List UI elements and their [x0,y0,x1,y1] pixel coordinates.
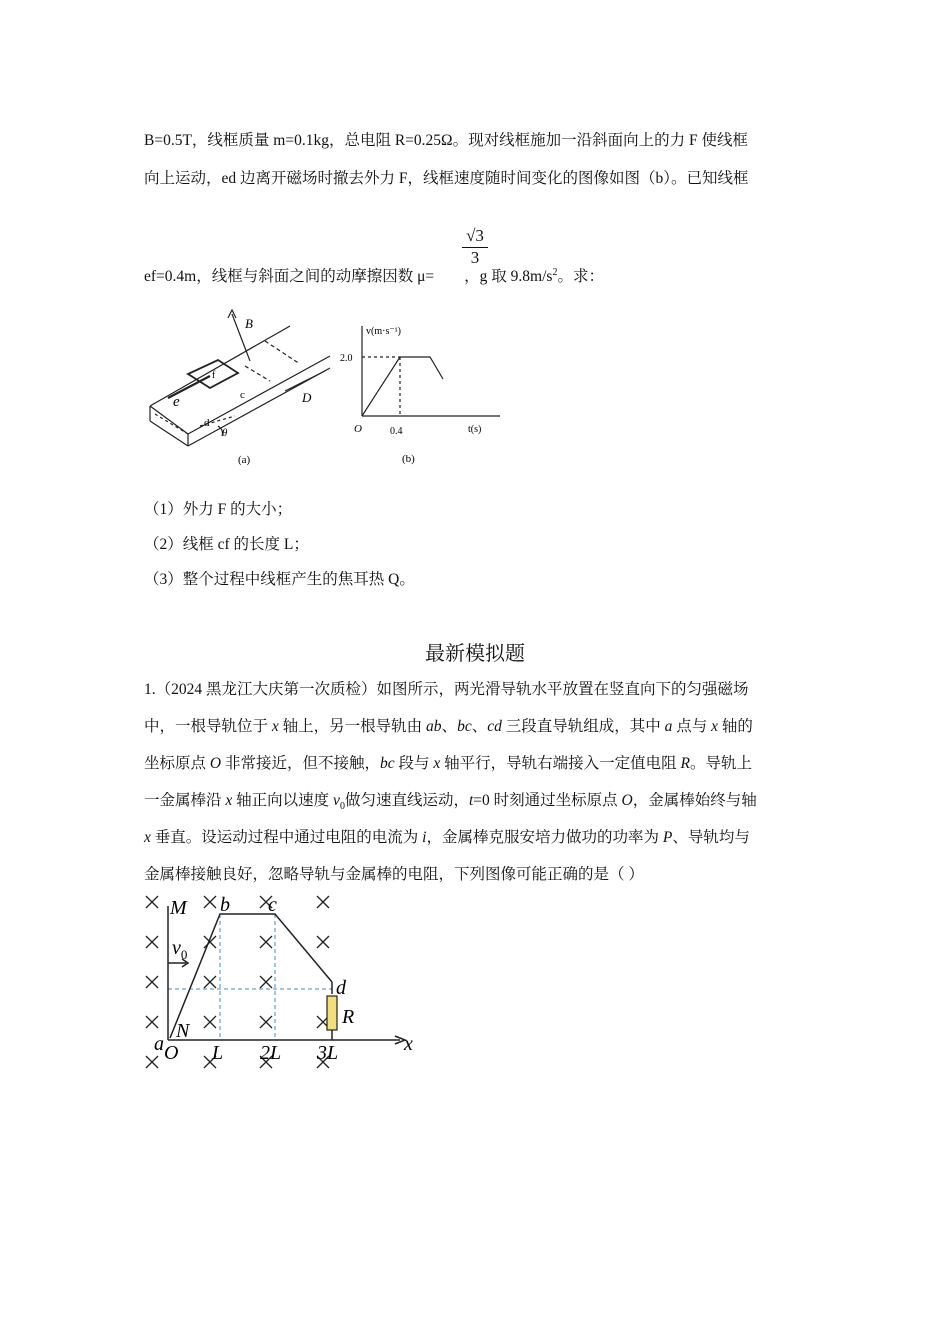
para-line-3-sup: 2 [552,266,558,278]
caption-b: (b) [402,453,415,465]
problem-line-2: 中，一根导轨位于 x 轴上，另一根导轨由 ab、bc、cd 三段直导轨组成，其中 a 点与 x 轴的 [144,718,753,735]
section-title: 最新模拟题 [425,643,525,665]
question-1: （1）外力 F 的大小； [144,501,293,518]
y-axis-label: v(m·s⁻¹) [366,326,401,337]
problem-line-4: 一金属棒沿 x 轴正向以速度 $v_0$做匀速直线运动，t=0 时刻通过坐标原点 O，金属棒始终与轴 [144,792,757,813]
velocity-curve [362,357,443,416]
problem-line-6: 金属棒接触良好，忽略导轨与金属棒的电阻，下列图像可能正确的是（ ） [144,866,644,883]
problem-line-1: 1.（2024 黑龙江大庆第一次质检）如图所示，两光滑导轨水平放置在竖直向下的匀强磁场 [144,681,749,698]
question-2: （2）线框 cf 的长度 L； [144,536,309,553]
label-3L: 3L [317,1042,339,1064]
incline-left-edge [150,406,188,434]
para-line-3-c: 。求： [557,268,604,285]
label-v0: $v_0$ [172,937,188,962]
label-d: d [204,417,210,429]
D-arrow [285,371,325,391]
label-theta: θ [222,427,228,439]
label-x: x [404,1033,413,1055]
label-d-rail: d [336,977,346,999]
label-a: a [154,1033,164,1055]
caption-a: (a) [238,454,251,466]
problem-line-5: x 垂直。设运动过程中通过电阻的电流为 i，金属棒克服安培力做功的功率为 P、导轨均与 [144,829,750,846]
label-e: e [173,394,180,410]
figure-rails [140,890,430,1075]
label-L: L [212,1042,224,1064]
frac-denominator: 3 [470,248,480,267]
figure-a [140,306,340,471]
label-O: O [164,1042,179,1064]
mu-fraction [462,226,488,268]
origin-label: O [354,423,362,435]
label-M: M [170,897,187,919]
label-R: R [342,1006,355,1028]
x-tick: 0.4 [390,426,403,437]
label-B: B [245,316,253,331]
y-tick: 2.0 [340,353,353,364]
para-line-3-a: ef=0.4m，线框与斜面之间的动摩擦因数 μ= [144,268,435,285]
x-axis-label: t(s) [468,424,482,435]
question-3: （3）整个过程中线框产生的焦耳热 Q。 [144,571,415,588]
label-c: c [240,389,245,401]
para-line-3 [144,264,604,286]
para-line-2: 向上运动，ed 边离开磁场时撤去外力 F，线框速度随时间变化的图像如图（b）。已知线框 [144,170,749,187]
frac-numerator: √3 [462,226,488,248]
label-N: N [176,1020,190,1042]
bent-rail [170,914,332,1038]
resistor-R [327,996,337,1030]
label-b: b [220,894,230,916]
para-line-3-b: ，g 取 9.8m/s [464,268,553,285]
incline-upper-edge [150,326,290,406]
para-line-1: B=0.5T，线框质量 m=0.1kg，总电阻 R=0.25Ω。现对线框施加一沿斜面向上的力 F 使线框 [144,132,748,149]
figure-b [340,316,510,471]
problem-line-3: 坐标原点 O 非常接近，但不接触，bc 段与 x 轴平行，导轨右端接入一定值电阻 R。导轨上 [144,755,753,772]
label-f: f [212,370,216,381]
label-D: D [302,390,312,405]
label-c-rail: c [268,894,277,916]
label-2L: 2L [260,1042,282,1064]
